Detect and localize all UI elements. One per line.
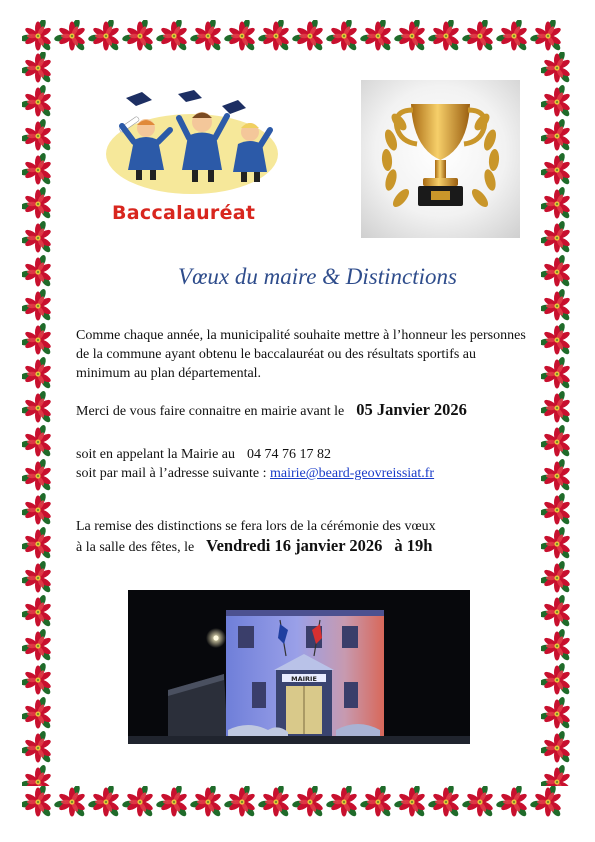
phone-line	[76, 445, 526, 464]
deadline-date: 05 Janvier 2026	[356, 400, 467, 419]
trophy-image	[361, 80, 520, 238]
poinsettia-border-bottom	[22, 786, 573, 818]
baccalaureat-label: Baccalauréat	[112, 202, 256, 224]
deadline-line	[76, 400, 526, 421]
email-link[interactable]: mairie@beard-geovreissiat.fr	[270, 466, 435, 481]
graduates-tossing-caps-icon	[104, 88, 280, 196]
mail-prefix: soit par mail à l’adresse suivante :	[76, 466, 267, 481]
page-title: Vœux du maire & Distinctions	[178, 264, 457, 289]
mail-line	[76, 464, 526, 483]
poinsettia-border-icon	[22, 786, 573, 818]
poinsettia-border-top	[22, 20, 573, 52]
deadline-prefix: Merci de vous faire connaitre en mairie avant le	[76, 404, 345, 419]
ceremony-date: Vendredi 16 janvier 2026	[206, 536, 383, 555]
poinsettia-border-right	[541, 52, 573, 786]
mairie-photo	[128, 590, 470, 744]
mairie-sign: MAIRIE	[291, 675, 317, 683]
ceremony-line-2	[76, 536, 526, 557]
ceremony-time: à 19h	[394, 536, 433, 555]
ceremony-prefix: à la salle des fêtes, le	[76, 540, 195, 555]
poinsettia-border-icon	[22, 20, 573, 52]
gold-trophy-laurel-icon	[361, 80, 520, 238]
intro-paragraph: Comme chaque année, la municipalité souhaite mettre à l’honneur les personnes de la commune ayant obtenu le baccalauréat ou des résultats sportifs au minimum au plan départemental.	[76, 328, 526, 381]
ceremony-block	[76, 517, 526, 557]
poinsettia-border-icon	[22, 52, 54, 786]
phone-prefix: soit en appelant la Mairie au	[76, 447, 235, 462]
ceremony-line-1: La remise des distinctions se fera lors de la cérémonie des vœux	[76, 519, 436, 534]
poinsettia-border-icon	[541, 52, 573, 786]
poinsettia-border-left	[22, 52, 54, 786]
phone-number: 04 74 76 17 82	[247, 447, 331, 462]
contact-block	[76, 445, 526, 483]
